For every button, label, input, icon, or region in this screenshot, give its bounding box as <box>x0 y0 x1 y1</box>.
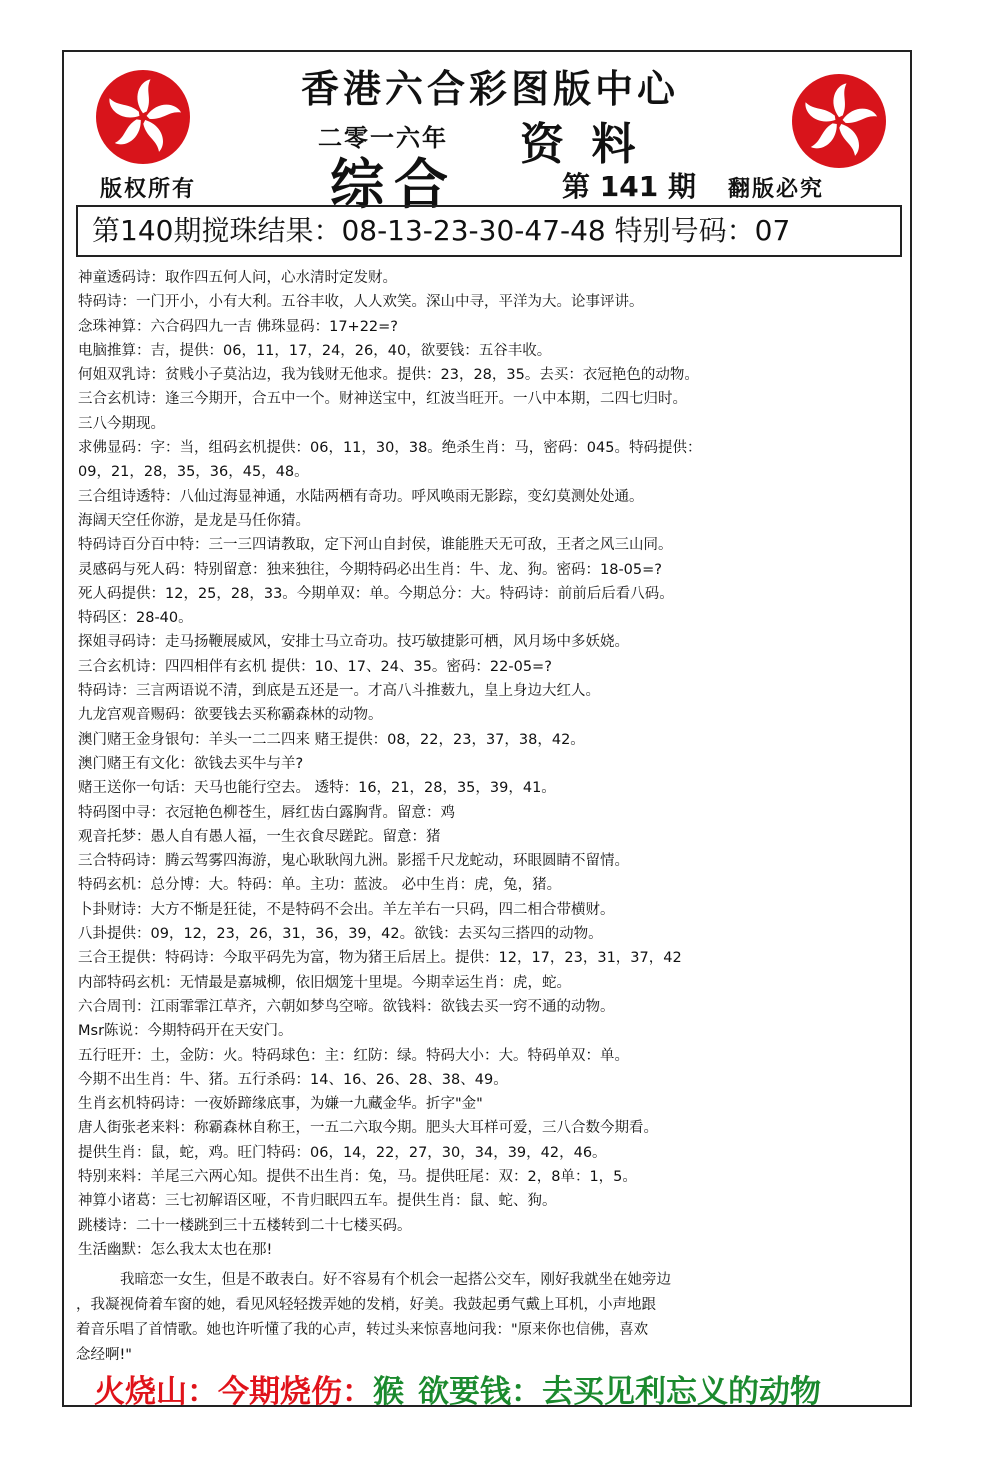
content-line: 神童透码诗：取作四五何人问，心水清时定发财。 <box>78 270 397 286</box>
story-line: 我暗恋一女生，但是不敢表白。好不容易有个机会一起搭公交车，刚好我就坐在她旁边 <box>120 1272 671 1288</box>
bottom-banner-label: 火烧山：今期烧伤： <box>94 1374 373 1410</box>
draw-result-box: 第140期搅珠结果：08-13-23-30-47-48 特别号码：07 <box>76 205 902 257</box>
content-line: 澳门赌王有文化：欲钱去买牛与羊? <box>78 755 304 772</box>
content-line: 海阔天空任你游，是龙是马任你猜。 <box>78 512 310 529</box>
content-line: 六合周刊：江雨霏霏江草齐，六朝如梦鸟空啼。欲钱料：欲钱去买一窍不通的动物。 <box>78 998 615 1015</box>
header-left-tag: 版权所有 <box>100 177 197 202</box>
content-line: 提供生肖：鼠，蛇，鸡。旺门特码：06，14，22，27，30，34，39，42，46。 <box>78 1144 607 1161</box>
header-year: 二零一六年 <box>318 124 448 152</box>
content-line: 卜卦财诗：大方不惭是狂徒，不是特码不会出。羊左羊右一只码，四二相合带横财。 <box>78 901 615 918</box>
header-issue: 第 141 期 <box>562 170 696 203</box>
bauhinia-flower-icon <box>792 74 886 168</box>
story-line: 念经啊!" <box>76 1347 132 1363</box>
content-line: 五行旺开：土，金防：火。特码球色：主：红防：绿。特码大小：大。特码单双：单。 <box>78 1047 629 1064</box>
content-line: 九龙宫观音赐码：欲要钱去买称霸森林的动物。 <box>78 707 383 724</box>
header-big-top: 资 料 <box>520 119 642 170</box>
content-line: 今期不出生肖：牛、猪。五行杀码：14、16、26、28、38、49。 <box>78 1071 508 1088</box>
bottom-banner <box>94 1366 894 1411</box>
story-line: 着音乐唱了首情歌。她也许听懂了我的心声，转过头来惊喜地问我："原来你也信佛，喜欢 <box>76 1322 649 1338</box>
content-line: 念珠神算：六合码四九一吉 佛珠显码：17+22=? <box>78 318 399 335</box>
content-line: 生肖玄机特码诗：一夜娇蹄缘底事，为嫌一九藏金华。折字"金" <box>78 1096 483 1113</box>
content-line: 三合玄机诗：逢三今期开，合五中一个。财神送宝中，红波当旺开。一八中本期，二四七归时。 <box>78 391 687 408</box>
content-line: 特码图中寻：衣冠艳色柳苍生，唇红齿白露胸背。留意：鸡 <box>78 804 455 821</box>
content-lines <box>78 266 908 1262</box>
content-line: 八卦提供：09，12，23，26，31，36，39，42。欲钱：去买勾三搭四的动物。 <box>78 926 603 943</box>
content-line: 09，21，28，35，36，45，48。 <box>78 464 309 481</box>
humor-story <box>76 1268 902 1368</box>
story-line: ，我凝视倚着车窗的她，看见风轻轻拨弄她的发梢，好美。我鼓起勇气戴上耳机，小声地跟 <box>76 1297 656 1313</box>
header-right-tag: 翻版必究 <box>728 177 825 202</box>
content-line: 生活幽默：怎么我太太也在那! <box>78 1241 273 1258</box>
bauhinia-logo-right <box>792 74 886 168</box>
bauhinia-logo-left <box>96 70 190 164</box>
content-line: 神算小诸葛：三七初解语区哑，不肯归眠四五车。提供生肖：鼠、蛇、狗。 <box>78 1193 557 1210</box>
content-line: 死人码提供：12，25，28，33。今期单双：单。今期总分：大。特码诗：前前后后看八码。 <box>78 585 674 602</box>
content-line: 唐人街张老来料：称霸森林自称王，一五二六取今期。肥头大耳样可爱，三八合数今期看。 <box>78 1120 658 1137</box>
content-line: 内部特码玄机：无情最是嘉城柳，依旧烟笼十里堤。今期幸运生肖：虎，蛇。 <box>78 974 571 991</box>
content-line: 赌王送你一句话：天马也能行空去。 透特：16，21，28，35，39，41。 <box>78 780 556 797</box>
content-line: 三合特码诗：腾云驾雾四海游，鬼心耿耿闯九洲。影摇千尺龙蛇动，环眼圆睛不留情。 <box>78 853 629 870</box>
header-title: 香港六合彩图版中心 <box>300 67 679 111</box>
content-line: 电脑推算：吉，提供：06，11，17，24，26，40，欲要钱：五谷丰收。 <box>78 342 552 359</box>
content-line: Msr陈说：今期特码开在天安门。 <box>78 1023 293 1040</box>
content-line: 特码诗：三言两语说不清，到底是五还是一。才高八斗推薮九，皇上身边大红人。 <box>78 683 600 700</box>
content-line: 三合玄机诗：四四相伴有玄机 提供：10、17、24、35。密码：22-05=? <box>78 658 552 675</box>
content-line: 三合组诗透特：八仙过海显神通，水陆两栖有奇功。呼风唤雨无影踪，变幻莫测处处通。 <box>78 488 644 505</box>
header-big-bottom: 综合 <box>330 153 458 216</box>
content-line: 特码区：28-40。 <box>78 610 193 627</box>
content-line: 跳楼诗：二十一楼跳到三十五楼转到二十七楼买码。 <box>78 1217 412 1234</box>
content-line: 观音托梦：愚人自有愚人福，一生衣食尽蹉跎。留意：猪 <box>78 828 441 845</box>
content-line: 特别来料：羊尾三六两心知。提供不出生肖：兔，马。提供旺尾：双：2，8单：1，5。 <box>78 1168 637 1185</box>
content-line: 三八今期现。 <box>78 415 165 432</box>
content-line: 探姐寻码诗：走马扬鞭展威风，安排士马立奇功。技巧敏捷影可栖，风月场中多妖娆。 <box>78 634 629 651</box>
content-line: 何姐双乳诗：贫贱小子莫沾边，我为钱财无他求。提供：23，28，35。去买：衣冠艳色的动物。 <box>78 367 699 384</box>
content-line: 特码诗百分百中特：三一三四请教取，定下河山自封侯，谁能胜天无可敌，王者之风三山同。 <box>78 537 673 554</box>
bottom-banner-animal: 猴 <box>373 1374 404 1410</box>
content-line: 特码玄机：总分博：大。特码：单。主功：蓝波。 必中生肖：虎，兔，猪。 <box>78 877 562 894</box>
bottom-banner-hint: 欲要钱：去买见利忘义的动物 <box>418 1374 821 1410</box>
content-line: 澳门赌王金身银句：羊头一二二四来 赌王提供：08，22，23，37，38，42。 <box>78 731 585 748</box>
content-line: 求佛显码：字：当，组码玄机提供：06，11，30，38。绝杀生肖：马，密码：045。特码提供： <box>78 440 702 457</box>
bauhinia-flower-icon <box>96 70 190 164</box>
content-line: 灵感码与死人码：特别留意：独来独往，今期特码必出生肖：牛、龙、狗。密码：18-05=? <box>78 561 662 578</box>
content-line: 三合王提供：特码诗：今取平码先为富，物为猪王后居上。提供：12，17，23，31，37，42 <box>78 950 682 967</box>
content-line: 特码诗：一门开小，小有大利。五谷丰收，人人欢笑。深山中寻，平洋为大。论事评讲。 <box>78 294 644 311</box>
